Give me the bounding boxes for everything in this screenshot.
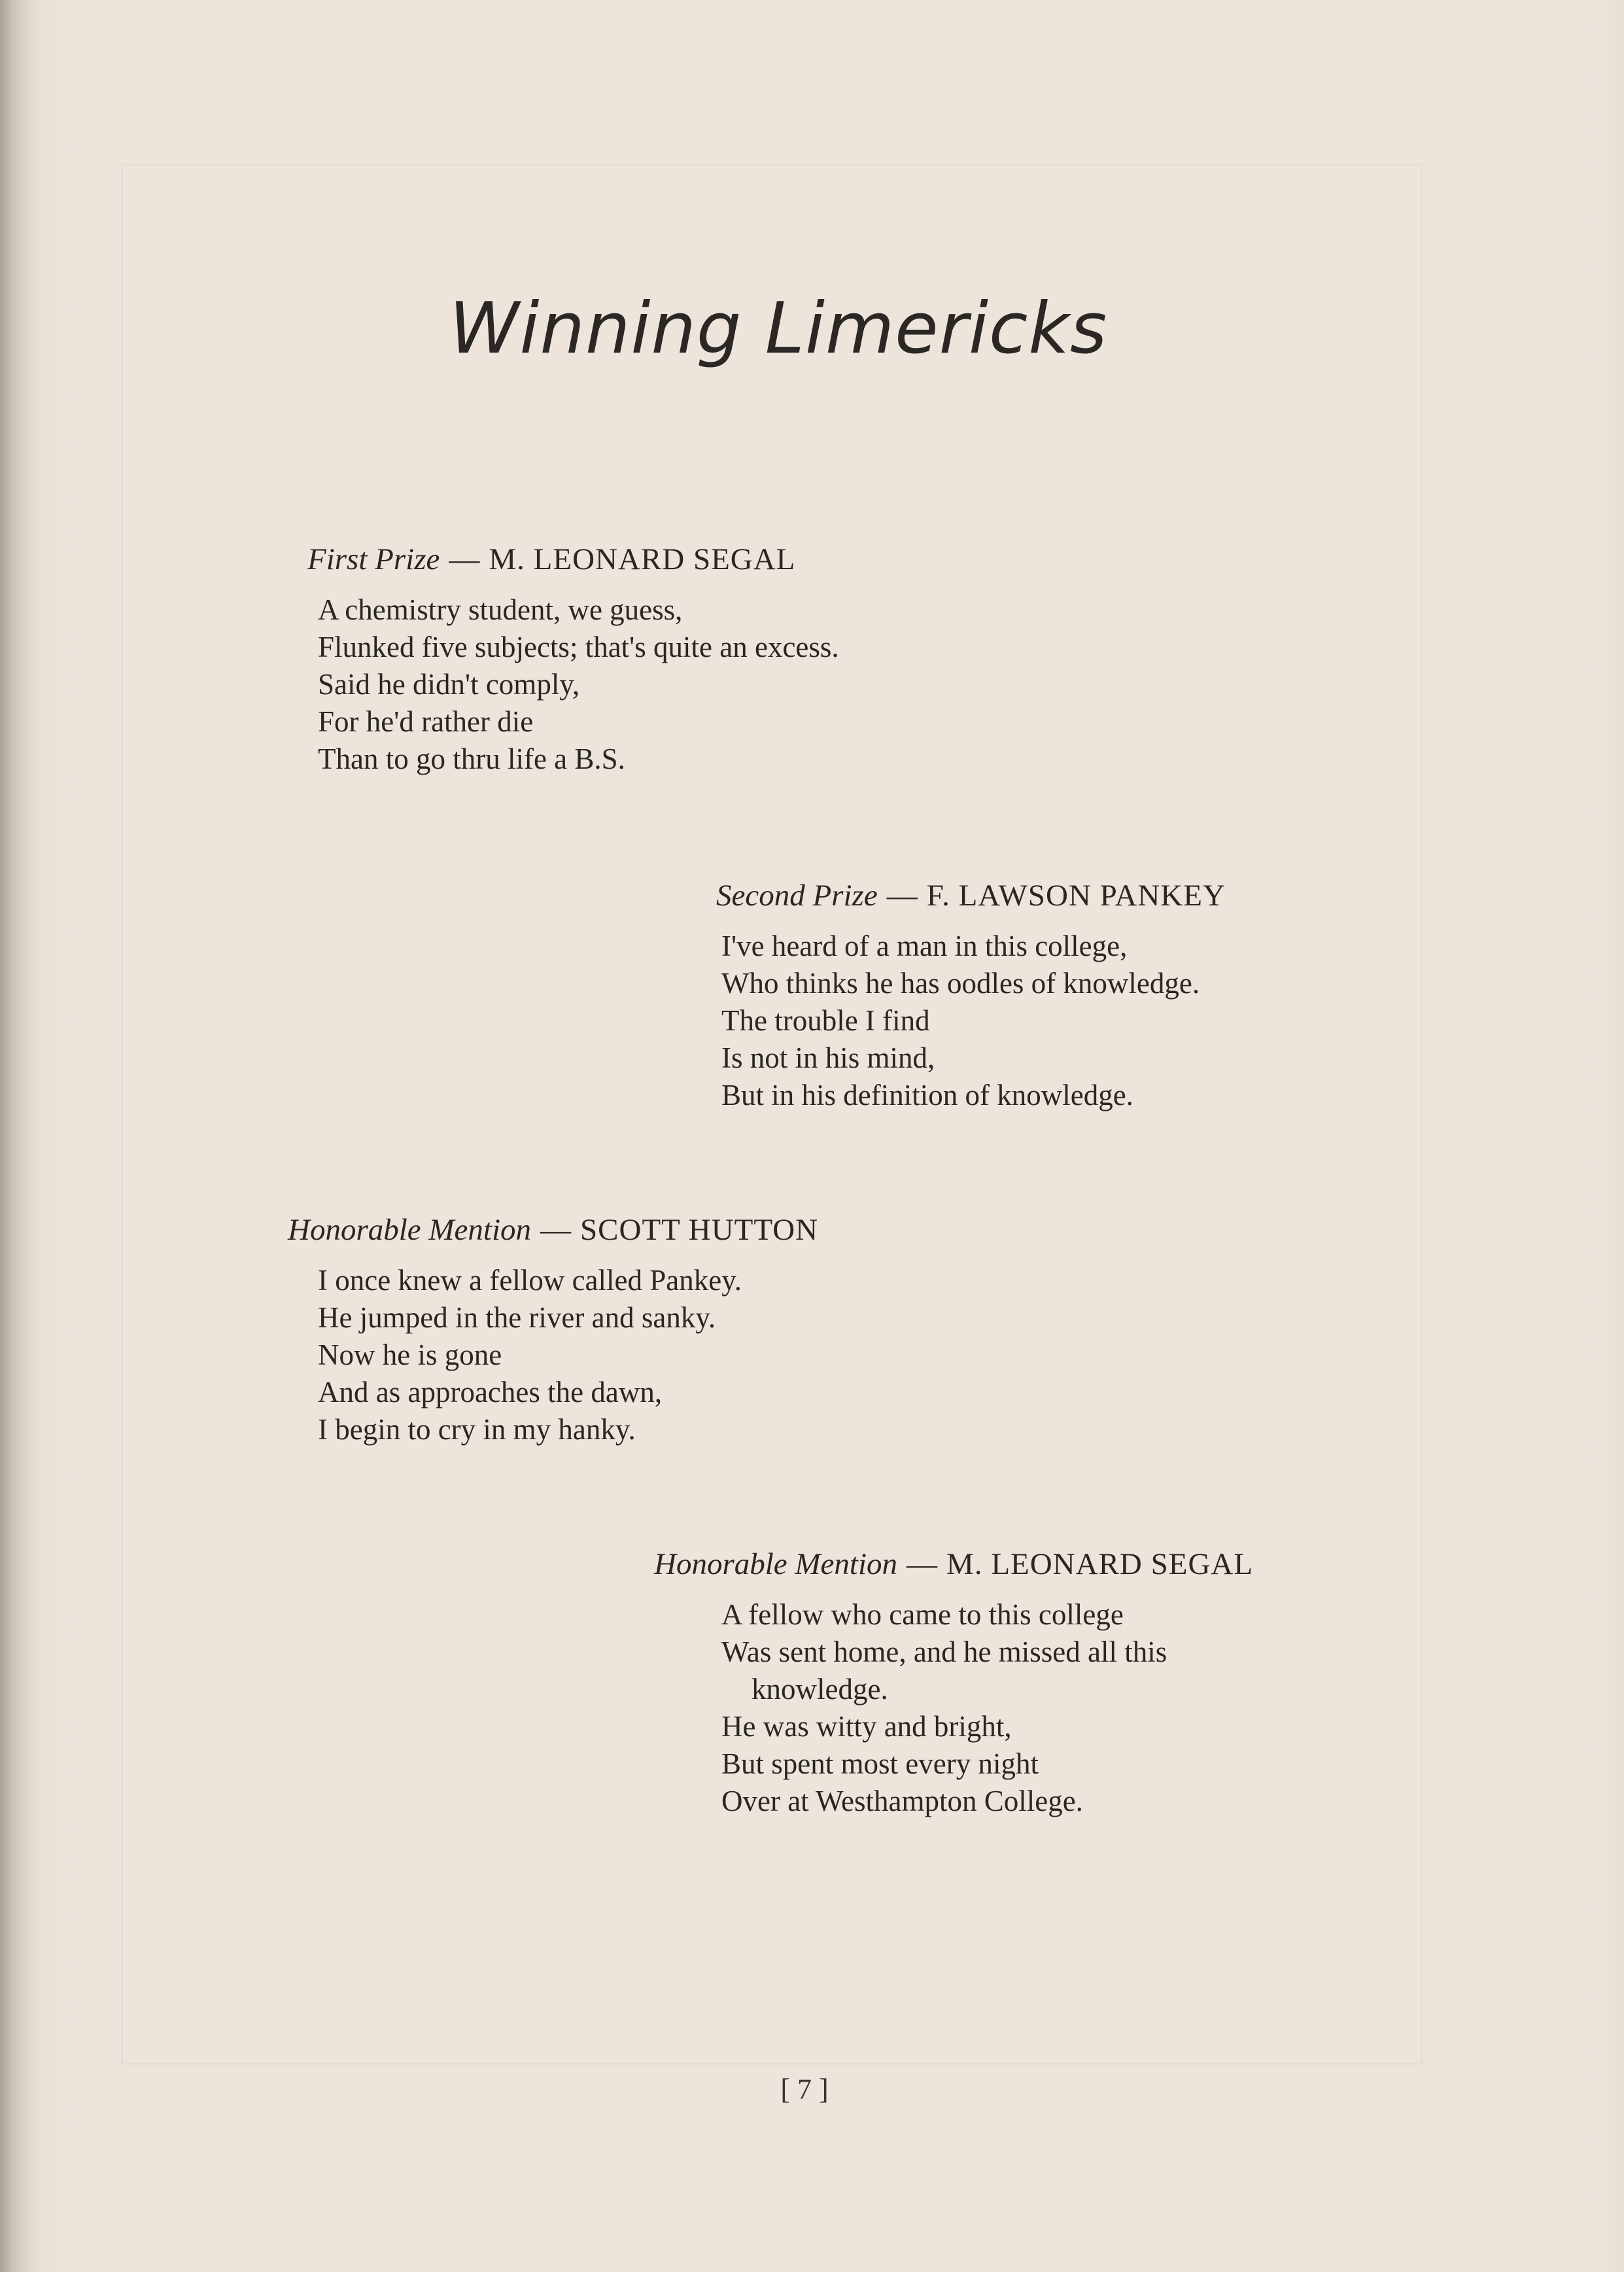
poem-line: A chemistry student, we guess, — [318, 593, 683, 626]
poem — [288, 1262, 818, 1448]
author-name: M. LEONARD SEGAL — [946, 1547, 1254, 1581]
dash: — — [907, 1547, 938, 1581]
poem-line: For he'd rather die — [318, 705, 534, 738]
poem-line: I once knew a fellow called Pankey. — [318, 1264, 742, 1297]
dash: — — [886, 879, 918, 913]
poem-line: Was sent home, and he missed all this — [721, 1635, 1167, 1668]
poem-line: I've heard of a man in this college, — [721, 930, 1128, 962]
poem-line: But in his definition of knowledge. — [721, 1079, 1133, 1111]
poem — [716, 928, 1226, 1114]
entry-heading — [654, 1547, 1253, 1582]
poem-line: I begin to cry in my hanky. — [318, 1413, 636, 1446]
entry-heading — [288, 1212, 818, 1248]
poem-line: Is not in his mind, — [721, 1041, 935, 1074]
limerick-honorable-mention-1 — [288, 1212, 818, 1448]
dash: — — [449, 542, 480, 576]
limerick-second-prize — [716, 878, 1226, 1114]
author-name: F. LAWSON PANKEY — [926, 879, 1226, 913]
prize-label: First Prize — [307, 542, 440, 576]
poem — [307, 591, 839, 778]
dash: — — [540, 1213, 572, 1247]
poem-line: But spent most every night — [721, 1747, 1039, 1780]
poem-line: A fellow who came to this college — [721, 1598, 1124, 1631]
page-title: Winning Limericks — [449, 288, 1108, 370]
entry-heading — [716, 878, 1226, 913]
poem-line: Than to go thru life a B.S. — [318, 743, 625, 775]
poem-line: Flunked five subjects; that's quite an excess. — [318, 631, 839, 663]
poem-line: Said he didn't comply, — [318, 668, 580, 701]
poem-line: He was witty and bright, — [721, 1710, 1012, 1743]
author-name: M. LEONARD SEGAL — [489, 542, 796, 576]
poem-line: Who thinks he has oodles of knowledge. — [721, 967, 1200, 1000]
page-number: [ 7 ] — [780, 2073, 829, 2105]
entry-heading — [307, 542, 839, 577]
prize-label: Honorable Mention — [288, 1213, 532, 1247]
poem-line: He jumped in the river and sanky. — [318, 1301, 716, 1334]
prize-label: Honorable Mention — [654, 1547, 898, 1581]
limerick-honorable-mention-2 — [654, 1547, 1253, 1820]
poem-line: The trouble I find — [721, 1004, 930, 1037]
poem-line-continuation: knowledge. — [752, 1673, 888, 1705]
limerick-first-prize — [307, 542, 839, 778]
prize-label: Second Prize — [716, 879, 878, 913]
poem-line: Now he is gone — [318, 1338, 502, 1371]
poem-line: And as approaches the dawn, — [318, 1376, 663, 1408]
poem-line: Over at Westhampton College. — [721, 1785, 1083, 1817]
author-name: SCOTT HUTTON — [580, 1213, 819, 1247]
poem — [654, 1596, 1253, 1820]
